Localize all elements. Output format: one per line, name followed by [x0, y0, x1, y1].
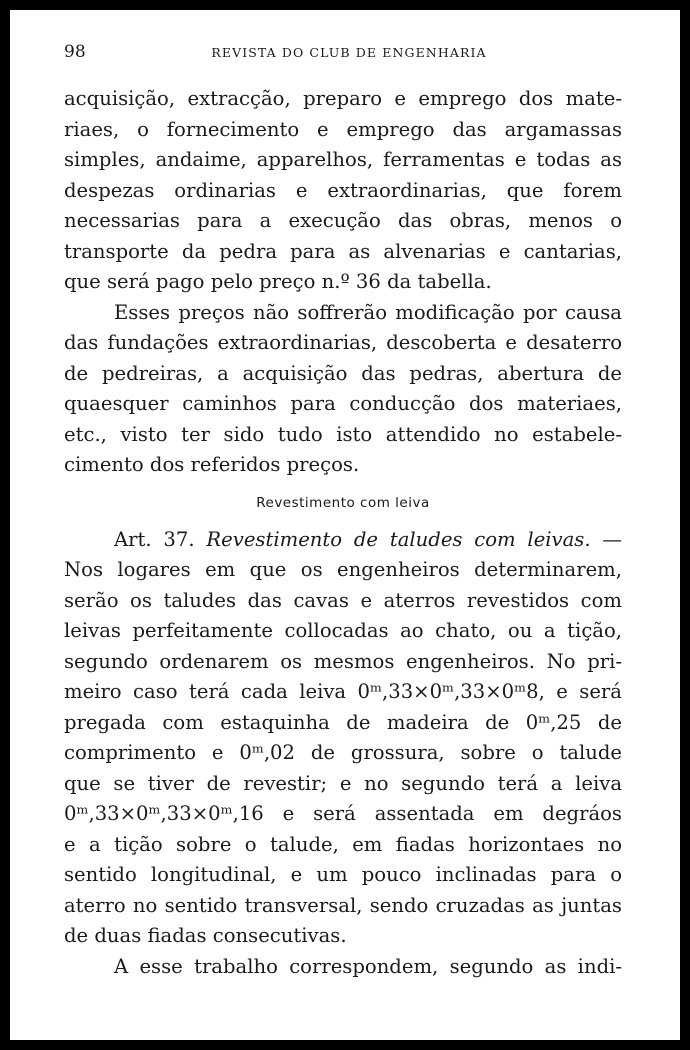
- text-line: despezas ordinarias e extraordinarias, que forem: [64, 178, 622, 202]
- article-dash: —: [602, 527, 622, 551]
- text-line: cimento dos referidos preços.: [64, 453, 360, 476]
- article-label: Art. 37.: [114, 527, 195, 551]
- text-line: que se tiver de revestir; e no segundo terá a leiva: [64, 771, 622, 795]
- text-line: leivas perfeitamente collocadas ao chato, ou a tição,: [64, 619, 622, 642]
- text-line: A esse trabalho correspondem, segundo as indi-: [114, 954, 622, 978]
- running-title: REVISTA DO CLUB DE ENGENHARIA: [211, 45, 487, 60]
- text-line: de pedreiras, a acquisição das pedras, abertura de: [64, 361, 622, 385]
- paragraph-materials: [64, 84, 622, 298]
- text-line: quaesquer caminhos para conducção dos materiaes,: [64, 392, 622, 415]
- page-header: [64, 42, 634, 66]
- text-line: meiro caso terá cada leiva 0ᵐ,33×0ᵐ,33×0ᵐ8, e será: [64, 680, 622, 703]
- document-page: [10, 10, 680, 1040]
- text-line: aterro no sentido transversal, sendo cruzadas as juntas: [64, 893, 622, 917]
- text-line: sentido longitudinal, e um pouco inclinadas para o: [64, 863, 622, 886]
- paragraph-prices: [64, 298, 622, 481]
- text-line: necessarias para a execução das obras, menos o: [64, 209, 622, 232]
- text-line: serão os taludes das cavas e aterros revestidos com: [64, 588, 622, 612]
- text-line: que será pago pelo preço n.º 36 da tabella.: [64, 270, 492, 293]
- page-body: [64, 84, 622, 982]
- page-number: 98: [64, 42, 86, 62]
- article-heading-line: [64, 525, 622, 556]
- text-line: simples, andaime, apparelhos, ferramentas e todas as: [64, 148, 622, 171]
- text-line: acquisição, extracção, preparo e emprego dos mate-: [64, 87, 622, 110]
- article-37: [64, 525, 622, 952]
- text-line: transporte da pedra para as alvenarias e cantarias,: [64, 239, 622, 263]
- text-line: Nos logares em que os engenheiros determinarem,: [64, 558, 622, 581]
- text-line: 0ᵐ,33×0ᵐ,33×0ᵐ,16 e será assentada em degráos: [64, 802, 622, 825]
- text-line: riaes, o fornecimento e emprego das argamassas: [64, 117, 622, 141]
- text-line: comprimento e 0ᵐ,02 de grossura, sobre o talude: [64, 741, 622, 764]
- section-heading: Revestimento com leiva: [256, 494, 430, 511]
- text-line: de duas fiadas consecutivas.: [64, 924, 347, 947]
- text-line: e a tição sobre o talude, em fiadas horizontaes no: [64, 832, 622, 856]
- text-line: Esses preços não soffrerão modificação por causa: [114, 300, 622, 324]
- paragraph-continuation: [64, 952, 622, 983]
- text-line: das fundações extraordinarias, descoberta e desaterro: [64, 331, 622, 354]
- text-line: etc., visto ter sido tudo isto attendido no estabele-: [64, 422, 622, 446]
- text-line: pregada com estaquinha de madeira de 0ᵐ,25 de: [64, 710, 622, 734]
- article-title: Revestimento de taludes com leivas.: [206, 527, 591, 551]
- text-line: segundo ordenarem os mesmos engenheiros. No pri-: [64, 649, 622, 673]
